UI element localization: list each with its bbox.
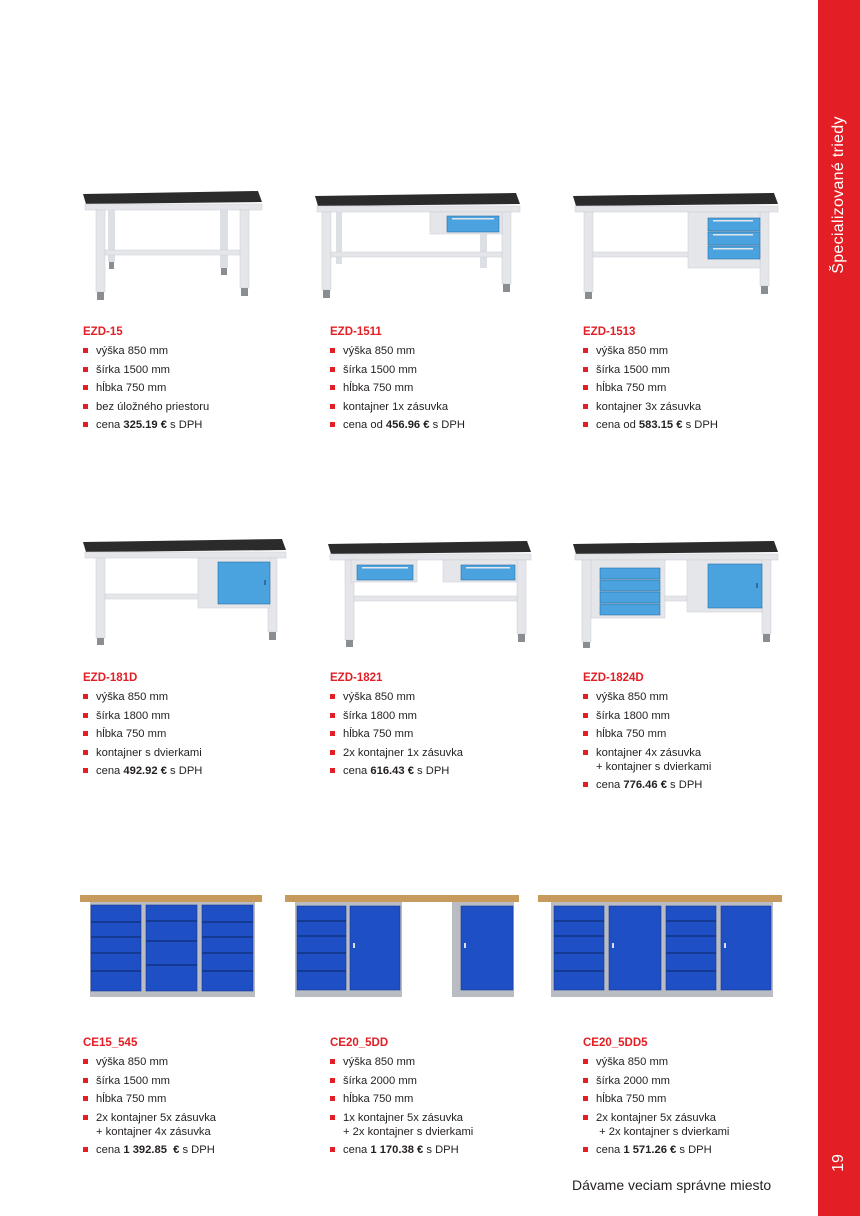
spec-item: bez úložného priestoru bbox=[83, 400, 313, 414]
spec-item: šírka 2000 mm bbox=[583, 1074, 813, 1088]
price-suffix: s DPH bbox=[170, 765, 203, 778]
spec-list bbox=[83, 344, 313, 432]
product-ezd-181d bbox=[83, 672, 313, 783]
spec-item: hĺbka 750 mm bbox=[330, 727, 560, 741]
price-prefix: cena od bbox=[596, 419, 636, 432]
price-prefix: cena bbox=[343, 765, 368, 778]
product-ezd-1821 bbox=[330, 672, 560, 783]
price-value: 492.92 € bbox=[123, 765, 167, 778]
price-item bbox=[83, 1143, 313, 1157]
spec-list bbox=[83, 690, 313, 778]
product-ce15-545 bbox=[83, 1037, 313, 1162]
price-prefix: cena bbox=[96, 765, 121, 778]
product-code: EZD-1824D bbox=[583, 672, 644, 684]
spec-item: výška 850 mm bbox=[330, 690, 560, 704]
spec-item: kontajner s dvierkami bbox=[83, 746, 313, 760]
spec-item: hĺbka 750 mm bbox=[83, 381, 313, 395]
product-image-ezd-1824d bbox=[570, 538, 782, 648]
product-code: CE20_5DD5 bbox=[583, 1037, 648, 1049]
spec-list bbox=[83, 1055, 313, 1157]
price-value: 325.19 € bbox=[123, 419, 167, 432]
product-ce20-5dd bbox=[330, 1037, 560, 1162]
section-title-text: Špecializované triedy bbox=[830, 116, 847, 274]
price-prefix: cena bbox=[596, 1144, 621, 1157]
spec-line: 2x kontajner 5x zásuvka bbox=[596, 1111, 717, 1124]
spec-item: hĺbka 750 mm bbox=[583, 727, 813, 741]
price-suffix: s DPH bbox=[432, 419, 465, 432]
price-suffix: s DPH bbox=[182, 1144, 215, 1157]
product-image-ce15-545 bbox=[78, 893, 264, 998]
spec-list bbox=[330, 690, 560, 778]
price-item bbox=[83, 764, 313, 778]
product-image-ezd-1821 bbox=[325, 538, 535, 648]
product-code: EZD-15 bbox=[83, 326, 123, 338]
price-value: 776.46 € bbox=[623, 779, 667, 792]
product-code: EZD-1821 bbox=[330, 672, 383, 684]
product-ezd-1824d bbox=[583, 672, 813, 797]
spec-list bbox=[583, 1055, 813, 1157]
spec-item: kontajner 3x zásuvka bbox=[583, 400, 813, 414]
spec-item: hĺbka 750 mm bbox=[83, 1092, 313, 1106]
page-number bbox=[818, 1150, 860, 1176]
price-prefix: cena od bbox=[343, 419, 383, 432]
price-value: 583.15 € bbox=[638, 419, 683, 432]
product-code: CE15_545 bbox=[83, 1037, 138, 1049]
price-prefix: cena bbox=[343, 1144, 368, 1157]
product-image-ezd-1511 bbox=[312, 190, 524, 300]
price-item bbox=[330, 418, 560, 432]
spec-item: výška 850 mm bbox=[330, 1055, 560, 1069]
spec-item: hĺbka 750 mm bbox=[583, 381, 813, 395]
spec-item: výška 850 mm bbox=[83, 344, 313, 358]
spec-list bbox=[330, 1055, 560, 1157]
spec-item: hĺbka 750 mm bbox=[583, 1092, 813, 1106]
spec-line-continued: + 2x kontajner s dvierkami bbox=[596, 1125, 730, 1138]
product-ezd-1513 bbox=[583, 326, 813, 437]
price-prefix: cena bbox=[96, 419, 121, 432]
price-item bbox=[583, 1143, 813, 1157]
price-item bbox=[583, 418, 813, 432]
spec-item: výška 850 mm bbox=[330, 344, 560, 358]
spec-list bbox=[583, 690, 813, 792]
spec-item: šírka 1500 mm bbox=[83, 363, 313, 377]
product-image-ce20-5dd bbox=[283, 893, 521, 998]
product-ezd-1511 bbox=[330, 326, 560, 437]
price-item bbox=[330, 1143, 560, 1157]
spec-list bbox=[583, 344, 813, 432]
spec-item: šírka 1500 mm bbox=[83, 1074, 313, 1088]
price-item bbox=[330, 764, 560, 778]
price-suffix: s DPH bbox=[170, 419, 203, 432]
spec-item: kontajner 1x zásuvka bbox=[330, 400, 560, 414]
price-suffix: s DPH bbox=[426, 1144, 459, 1157]
footer-slogan: Dávame veciam správne miesto bbox=[572, 1177, 772, 1193]
price-suffix: s DPH bbox=[685, 419, 718, 432]
spec-line-continued: + kontajner s dvierkami bbox=[596, 760, 712, 773]
product-code: CE20_5DD bbox=[330, 1037, 389, 1049]
price-value: 616.43 € bbox=[370, 765, 414, 778]
price-suffix: s DPH bbox=[417, 765, 450, 778]
spec-item: hĺbka 750 mm bbox=[330, 1092, 560, 1106]
spec-item bbox=[583, 746, 813, 774]
product-ezd-15 bbox=[83, 326, 313, 437]
product-code: EZD-1513 bbox=[583, 326, 636, 338]
spec-item: hĺbka 750 mm bbox=[83, 727, 313, 741]
spec-item: výška 850 mm bbox=[583, 1055, 813, 1069]
spec-line-continued: + kontajner 4x zásuvka bbox=[96, 1125, 211, 1138]
spec-item bbox=[583, 1111, 813, 1139]
price-suffix: s DPH bbox=[679, 1144, 712, 1157]
product-image-ezd-1513 bbox=[570, 190, 782, 300]
spec-item: šírka 1500 mm bbox=[330, 363, 560, 377]
spec-item: hĺbka 750 mm bbox=[330, 381, 560, 395]
spec-item: šírka 1800 mm bbox=[583, 709, 813, 723]
spec-item: šírka 1800 mm bbox=[330, 709, 560, 723]
product-image-ezd-181d bbox=[80, 536, 290, 646]
price-suffix: s DPH bbox=[670, 779, 703, 792]
spec-line-continued: + 2x kontajner s dvierkami bbox=[343, 1125, 474, 1138]
product-code: EZD-181D bbox=[83, 672, 138, 684]
price-item bbox=[583, 778, 813, 792]
spec-list bbox=[330, 344, 560, 432]
product-ce20-5dd5 bbox=[583, 1037, 813, 1162]
spec-item bbox=[330, 1111, 560, 1139]
price-value: 456.96 € bbox=[385, 419, 430, 432]
price-value: 1 571.26 € bbox=[623, 1144, 677, 1157]
page-number-text: 19 bbox=[830, 1154, 847, 1172]
spec-item: 2x kontajner 1x zásuvka bbox=[330, 746, 560, 760]
spec-item: šírka 1800 mm bbox=[83, 709, 313, 723]
price-prefix: cena bbox=[596, 779, 621, 792]
spec-item bbox=[83, 1111, 313, 1139]
spec-line: 1x kontajner 5x zásuvka bbox=[343, 1111, 464, 1124]
price-item bbox=[83, 418, 313, 432]
spec-item: výška 850 mm bbox=[583, 344, 813, 358]
product-code: EZD-1511 bbox=[330, 326, 382, 338]
spec-line: kontajner 4x zásuvka bbox=[596, 746, 702, 759]
price-value: 1 392.85 € bbox=[123, 1144, 180, 1157]
spec-item: výška 850 mm bbox=[83, 1055, 313, 1069]
section-title bbox=[818, 0, 860, 290]
spec-item: výška 850 mm bbox=[583, 690, 813, 704]
spec-item: šírka 1500 mm bbox=[583, 363, 813, 377]
product-image-ezd-15 bbox=[80, 188, 265, 303]
spec-line: 2x kontajner 5x zásuvka bbox=[96, 1111, 217, 1124]
spec-item: šírka 2000 mm bbox=[330, 1074, 560, 1088]
price-prefix: cena bbox=[96, 1144, 121, 1157]
spec-item: výška 850 mm bbox=[83, 690, 313, 704]
price-value: 1 170.38 € bbox=[370, 1144, 424, 1157]
product-image-ce20-5dd5 bbox=[536, 893, 784, 998]
